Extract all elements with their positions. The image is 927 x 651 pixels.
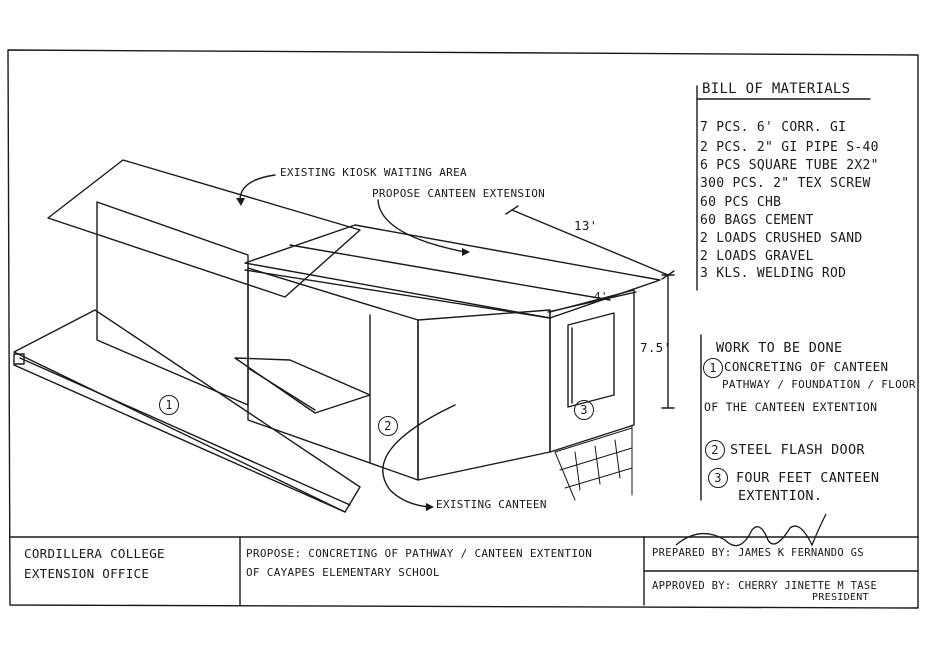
pathway-edge-inner	[20, 358, 350, 505]
marker-3: 3	[574, 400, 594, 420]
approved-by: APPROVED BY: CHERRY JINETTE M TASE	[652, 580, 878, 592]
roof-ridge	[290, 245, 610, 300]
foundation-hatch	[555, 425, 632, 500]
marker-2: 2	[378, 416, 398, 436]
bom-item: 2 LOADS GRAVEL	[700, 249, 814, 264]
bom-item: 60 PCS CHB	[700, 195, 782, 210]
work-item-line: PATHWAY / FOUNDATION / FLOOR	[722, 378, 916, 391]
work-item-number: 3	[708, 468, 728, 488]
bom-item: 2 PCS. 2" GI PIPE S-40	[700, 140, 879, 155]
bom-item: 60 BAGS CEMENT	[700, 213, 814, 228]
counter-edge	[248, 368, 315, 410]
label-propose-extension: PROPOSE CANTEEN EXTENSION	[372, 187, 546, 200]
extension-door	[568, 313, 614, 407]
org-office: EXTENSION OFFICE	[24, 566, 150, 581]
label-existing-canteen: EXISTING CANTEEN	[436, 498, 547, 511]
kiosk-roof	[48, 160, 360, 297]
work-item-line: EXTENTION.	[738, 488, 823, 504]
work-item-number: 2	[705, 440, 725, 460]
bom-item: 6 PCS SQUARE TUBE 2X2"	[700, 158, 879, 173]
roof-eave	[245, 270, 550, 318]
dimension-4ft: 4'	[594, 290, 608, 303]
bom-title: BILL OF MATERIALS	[702, 81, 851, 97]
marker-1: 1	[159, 395, 179, 415]
serving-counter	[235, 358, 370, 413]
bom-item: 2 LOADS CRUSHED SAND	[700, 231, 863, 246]
dim-tick-13ft-a	[506, 206, 518, 214]
dim-line-4ft	[548, 292, 636, 312]
arrowhead-extension	[462, 248, 470, 256]
work-item-line: STEEL FLASH DOOR	[730, 442, 865, 458]
dimension-7-5ft: 7.5'	[640, 340, 672, 355]
label-existing-kiosk: EXISTING KIOSK WAITING AREA	[280, 166, 467, 179]
org-name: CORDILLERA COLLEGE	[24, 546, 165, 561]
prepared-by: PREPARED BY: JAMES K FERNANDO GS	[652, 547, 864, 559]
pathway-edge	[14, 365, 345, 512]
bom-item: 300 PCS. 2" TEX SCREW	[700, 176, 871, 191]
project-title: PROPOSE: CONCRETING OF PATHWAY / CANTEEN EXTENTION	[246, 547, 593, 560]
canteen-side-wall	[418, 310, 550, 480]
dimension-13ft: 13'	[574, 218, 598, 233]
arrowhead-canteen	[426, 503, 434, 511]
project-location: OF CAYAPES ELEMENTARY SCHOOL	[246, 566, 440, 579]
canteen-roof	[245, 225, 660, 318]
work-item-number: 1	[703, 358, 723, 378]
leader-extension	[378, 200, 465, 252]
signature	[676, 514, 826, 546]
pathway-slab	[14, 310, 360, 512]
work-item-line: CONCRETING OF CANTEEN	[724, 359, 889, 374]
bom-item: 3 KLS. WELDING ROD	[700, 266, 847, 281]
work-title: WORK TO BE DONE	[716, 340, 843, 356]
work-item-line: OF THE CANTEEN EXTENTION	[704, 400, 878, 414]
bom-item: 7 PCS. 6' CORR. GI	[700, 120, 847, 135]
arrowhead-kiosk	[236, 198, 245, 206]
kiosk-wall	[97, 202, 248, 405]
approver-role: PRESIDENT	[812, 592, 869, 603]
work-item-line: FOUR FEET CANTEEN	[736, 470, 880, 486]
